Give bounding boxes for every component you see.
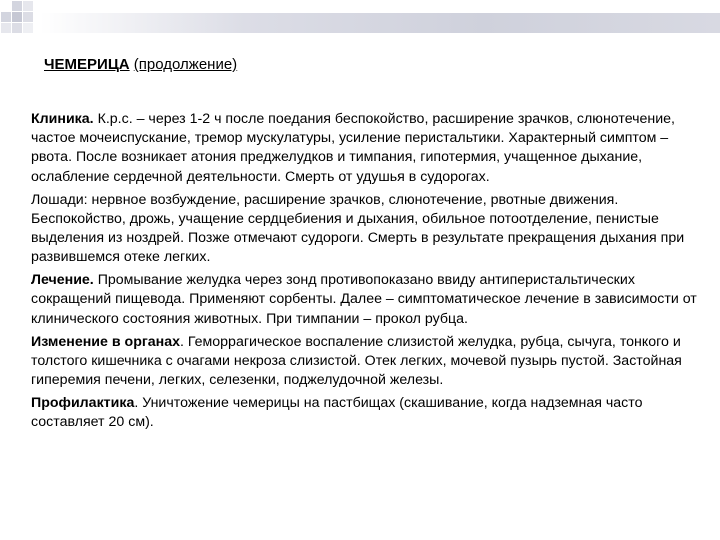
- paragraph-treatment: [31, 271, 703, 329]
- title-suffix: (продолжение): [133, 56, 238, 73]
- paragraph-lead: Профилактика: [31, 395, 135, 412]
- header-bar: [40, 13, 720, 33]
- paragraph-clinic: [31, 110, 703, 187]
- paragraph-lead: Клиника.: [31, 111, 94, 127]
- paragraph-lead: Лечение.: [31, 272, 94, 289]
- slide-title: [44, 56, 237, 73]
- paragraph-text: Промывание желудка через зонд противопоказано ввиду антиперистальтических сокращений пищевода. Применяют сорбенты. Далее – симптоматическое лечение в зависимости от клинического состояния животных. При тимпании – прокол рубца.: [31, 272, 697, 327]
- paragraph-text: К.р.с. – через 1-2 ч после поедания беспокойство, расширение зрачков, слюнотечение, частое мочеиспускание, тремор мускулатуры, усиление перистальтики. Характерный симптом – рвота. После возникает атония преджелудков и тимпания, гипотермия, учащенное дыхание, ослабление сердечной деятельности. Смерть от удушья в судорогах.: [31, 111, 675, 185]
- paragraph-prevention: [31, 394, 703, 432]
- paragraph-text: . Уничтожение чемерицы на пастбищах (скашивание, когда надземная часто составляет 20 см).: [31, 395, 643, 431]
- paragraph-text: . Геморрагическое воспаление слизистой желудка, рубца, сычуга, тонкого и толстого кишечника с очагами некроза слизистой. Отек легких, мочевой пузырь пустой. Застойная гиперемия печени, легких, селезенки, поджелудочной железы.: [31, 333, 682, 389]
- paragraph-organ-changes: [31, 333, 703, 391]
- paragraph-horses: [31, 191, 703, 268]
- title-main: ЧЕМЕРИЦА: [44, 56, 130, 73]
- body-text: [31, 110, 703, 436]
- paragraph-lead: Изменение в органах: [31, 333, 181, 350]
- paragraph-text: Лошади: нервное возбуждение, расширение зрачков, слюнотечение, рвотные движения. Беспокойство, дрожь, учащение сердцебиения и дыхания, обильное потоотделение, пенистые выделения из ноздрей. Позже отмечают судороги. Смерть в результате прекращения дыхания при развившемся отеке легких.: [31, 191, 685, 266]
